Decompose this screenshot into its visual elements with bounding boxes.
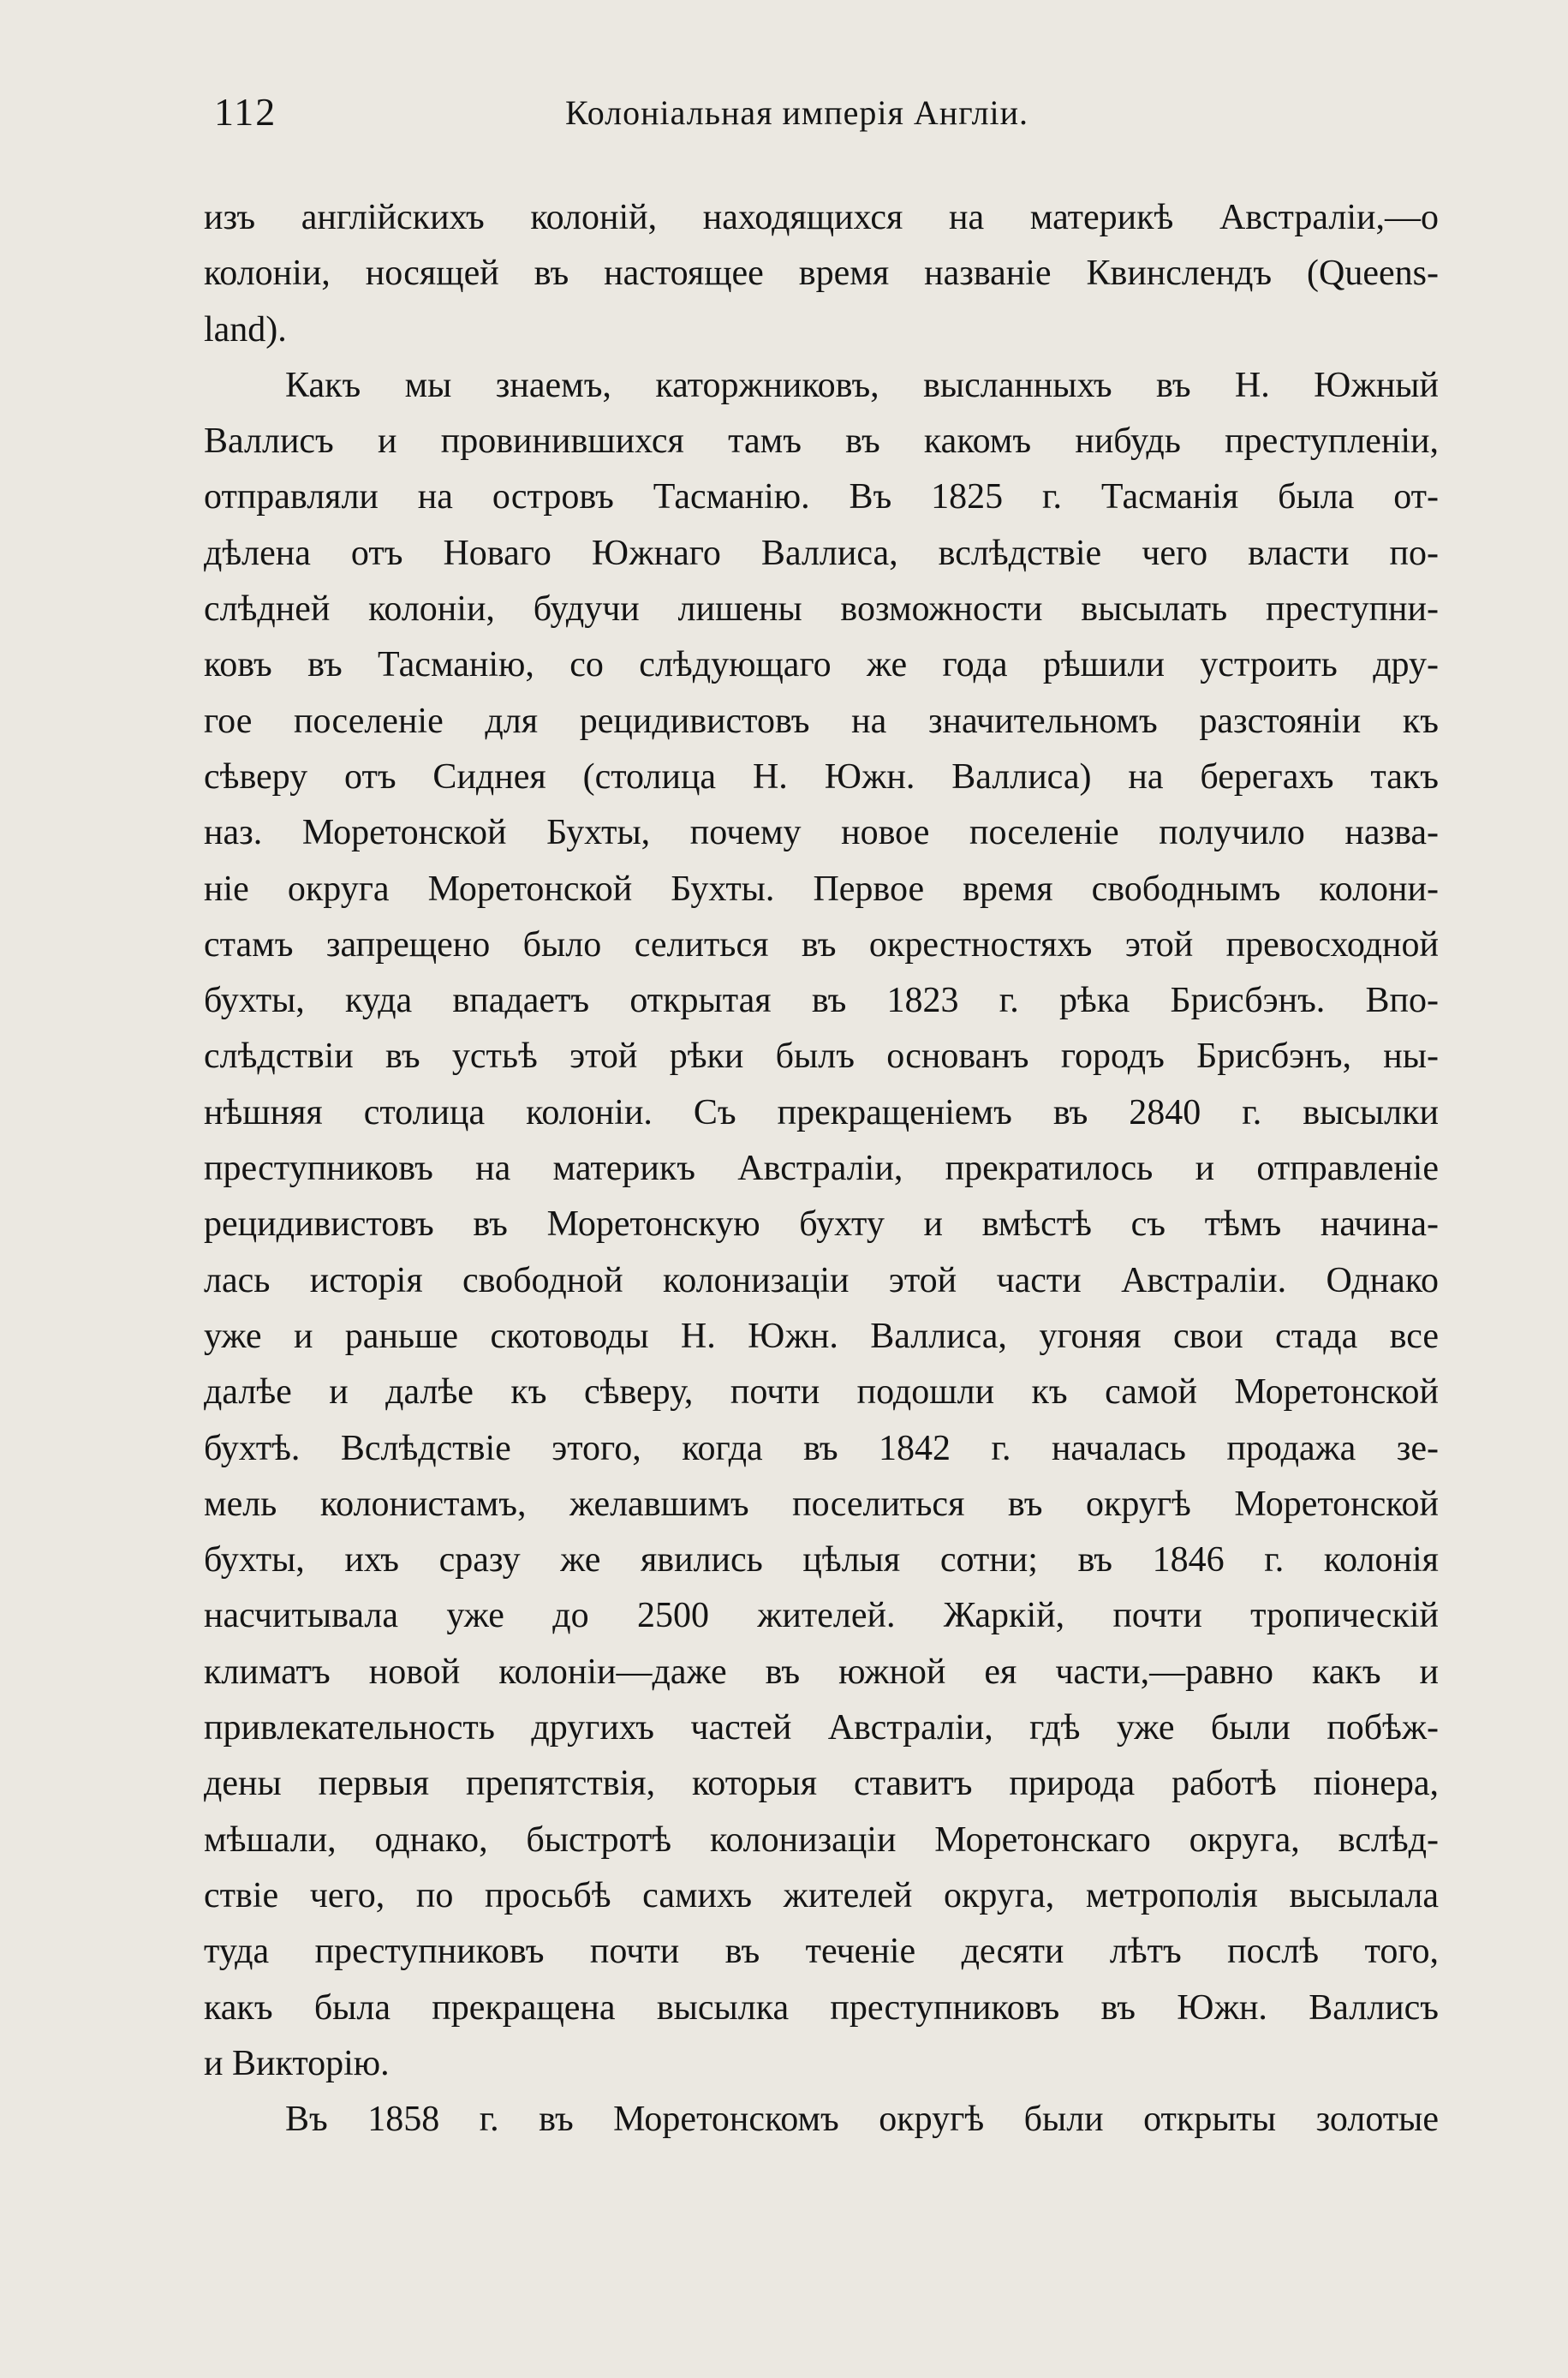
text-line: рецидивистовъ въ Моретонскую бухту и вмѣстѣ съ тѣмъ начина-: [204, 1204, 1439, 1245]
text-line: какъ была прекращена высылка преступниковъ въ Южн. Валлисъ: [204, 1987, 1439, 2028]
text-line: land).: [204, 309, 287, 350]
running-title: Колоніальная имперія Англіи.: [565, 93, 1029, 132]
text-line: ковъ въ Тасманію, со слѣдующаго же года рѣшили устроить дру-: [204, 645, 1439, 685]
text-line: климатъ новой колоніи—даже въ южной ея части,—равно какъ и: [204, 1652, 1439, 1692]
text-line: уже и раньше скотоводы Н. Южн. Валлиса, угоняя свои стада все: [204, 1316, 1439, 1356]
text-line: слѣдствіи въ устьѣ этой рѣки былъ основанъ городъ Брисбэнъ, ны-: [204, 1037, 1439, 1077]
body-text: [204, 190, 1439, 2148]
text-line: привлекательность другихъ частей Австраліи, гдѣ уже были побѣж-: [204, 1708, 1439, 1748]
text-line: насчитывала уже до 2500 жителей. Жаркій, почти тропическій: [204, 1596, 1439, 1636]
text-line: бухты, ихъ сразу же явились цѣлыя сотни; въ 1846 г. колонія: [204, 1540, 1439, 1580]
text-line: ніе округа Моретонской Бухты. Первое время свободнымъ колони-: [204, 869, 1439, 909]
text-line: туда преступниковъ почти въ теченіе десяти лѣтъ послѣ того,: [204, 1932, 1439, 1972]
text-line: бухты, куда впадаетъ открытая въ 1823 г. рѣка Брисбэнъ. Впо-: [204, 981, 1439, 1021]
text-line: сѣверу отъ Сиднея (столица Н. Южн. Валлиса) на берегахъ такъ: [204, 756, 1439, 797]
page-number: 112: [214, 90, 277, 134]
text-line: Валлисъ и провинившихся тамъ въ какомъ нибудь преступленіи,: [204, 421, 1439, 462]
text-line: слѣдней колоніи, будучи лишены возможности высылать преступни-: [204, 589, 1439, 630]
text-line: лась исторія свободной колонизаціи этой части Австраліи. Однако: [204, 1260, 1439, 1300]
text-line: нѣшняя столица колоніи. Съ прекращеніемъ въ 2840 г. высылки: [204, 1092, 1439, 1132]
text-line: Какъ мы знаемъ, каторжниковъ, высланныхъ въ Н. Южный: [285, 365, 1439, 405]
text-line: Въ 1858 г. въ Моретонскомъ округѣ были открыты золотые: [285, 2100, 1439, 2140]
text-line: гое поселеніе для рецидивистовъ на значительномъ разстояніи къ: [204, 701, 1439, 741]
text-line: изъ англійскихъ колоній, находящихся на материкѣ Австраліи,—о: [204, 198, 1439, 237]
text-line: наз. Моретонской Бухты, почему новое поселеніе получило назва-: [204, 813, 1439, 853]
text-line: ствіе чего, по просьбѣ самихъ жителей округа, метрополія высылала: [204, 1875, 1439, 1915]
page-header: [214, 89, 1439, 149]
text-line: мѣшали, однако, быстротѣ колонизаціи Моретонскаго округа, вслѣд-: [204, 1819, 1439, 1860]
text-line: дѣлена отъ Новаго Южнаго Валлиса, вслѣдствіе чего власти по-: [204, 533, 1439, 573]
text-line: бухтѣ. Вслѣдствіе этого, когда въ 1842 г. началась продажа зе-: [204, 1428, 1439, 1468]
text-line: колоніи, носящей въ настоящее время названіе Квинслендъ (Queens-: [204, 254, 1439, 294]
text-line: стамъ запрещено было селиться въ окрестностяхъ этой превосходной: [204, 924, 1439, 965]
text-line: и Викторію.: [204, 2043, 390, 2083]
text-line: дены первыя препятствія, которыя ставитъ природа работѣ піонера,: [204, 1764, 1439, 1804]
text-line: мель колонистамъ, желавшимъ поселиться въ округѣ Моретонской: [204, 1484, 1439, 1524]
text-line: преступниковъ на материкъ Австраліи, прекратилось и отправленіе: [204, 1149, 1439, 1189]
text-line: далѣе и далѣе къ сѣверу, почти подошли къ самой Моретонской: [204, 1372, 1439, 1413]
text-line: отправляли на островъ Тасманію. Въ 1825 г. Тасманія была от-: [204, 477, 1439, 517]
